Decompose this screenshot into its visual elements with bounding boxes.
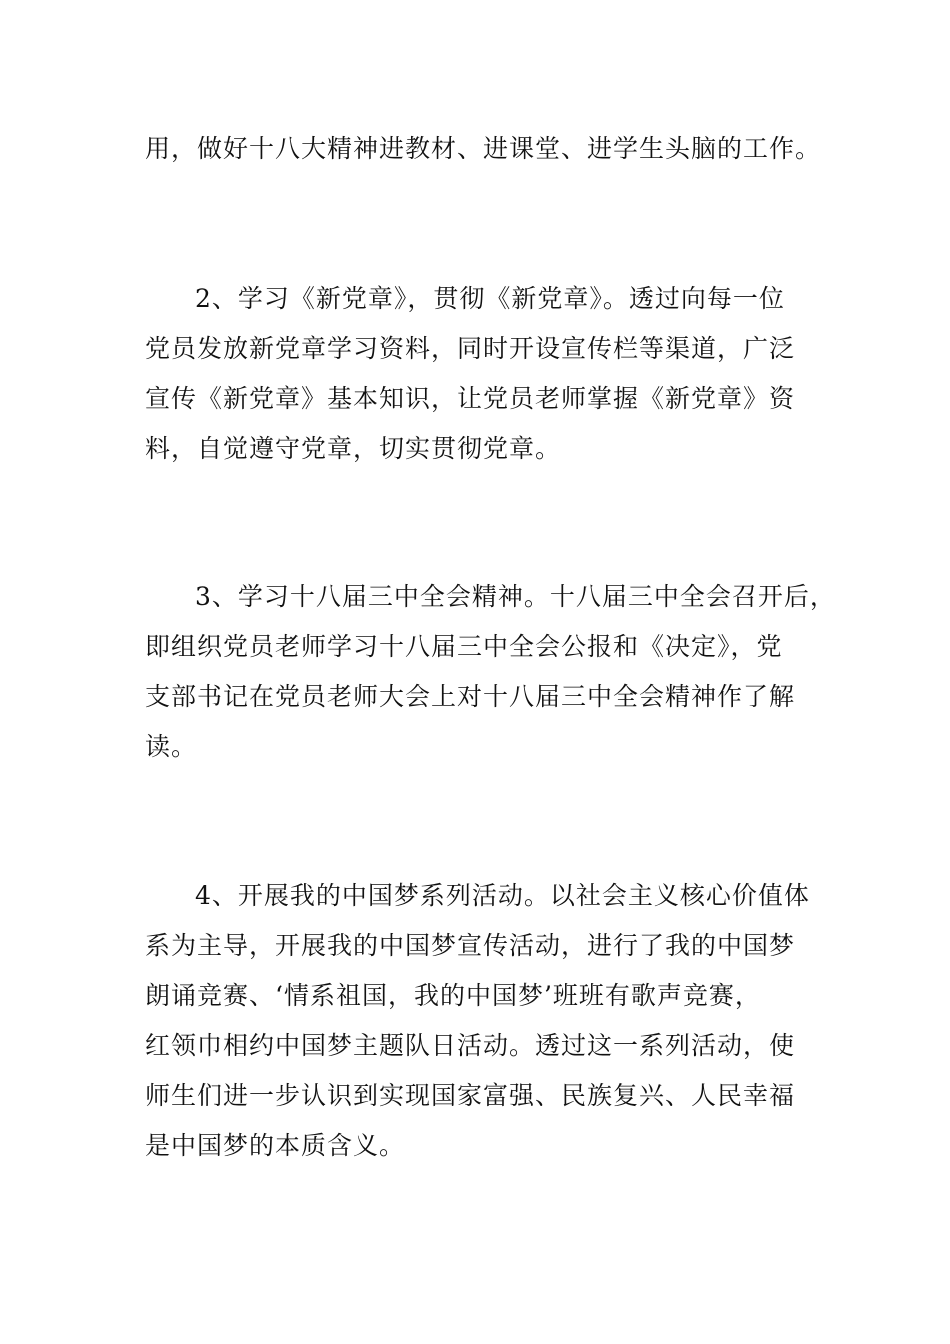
paragraph-4-line-2: 系为主导，开展我的中国梦宣传活动，进行了我的中国梦 (145, 931, 796, 960)
paragraph-4-line-4: 红领巾相约中国梦主题队日活动。透过这一系列活动，使 (145, 1031, 796, 1060)
paragraph-2-line-1: 2、学习《新党章》，贯彻《新党章》。透过向每一位 (195, 284, 785, 313)
paragraph-3-line-3: 支部书记在党员老师大会上对十八届三中全会精神作了解 (145, 682, 796, 711)
paragraph-2-line-2: 党员发放新党章学习资料，同时开设宣传栏等渠道，广泛 (145, 334, 796, 363)
paragraph-1-line-1: 用，做好十八大精神进教材、进课堂、进学生头脑的工作。 (145, 134, 822, 163)
paragraph-2-line-3: 宣传《新党章》基本知识，让党员老师掌握《新党章》资 (145, 384, 796, 413)
paragraph-4-line-6: 是中国梦的本质含义。 (145, 1131, 406, 1160)
paragraph-4-line-3: 朗诵竞赛、‘情系祖国，我的中国梦’班班有歌声竞赛， (145, 981, 761, 1010)
paragraph-3-line-2: 即组织党员老师学习十八届三中全会公报和《决定》，党 (145, 632, 783, 661)
paragraph-2-line-4: 料，自觉遵守党章，切实贯彻党章。 (145, 434, 562, 463)
paragraph-4-line-5: 师生们进一步认识到实现国家富强、民族复兴、人民幸福 (145, 1081, 796, 1110)
paragraph-3-line-1: 3、学习十八届三中全会精神。十八届三中全会召开后， (195, 582, 836, 611)
paragraph-4-line-1: 4、开展我的中国梦系列活动。以社会主义核心价值体 (195, 881, 810, 910)
paragraph-3-line-4: 读。 (145, 732, 198, 761)
